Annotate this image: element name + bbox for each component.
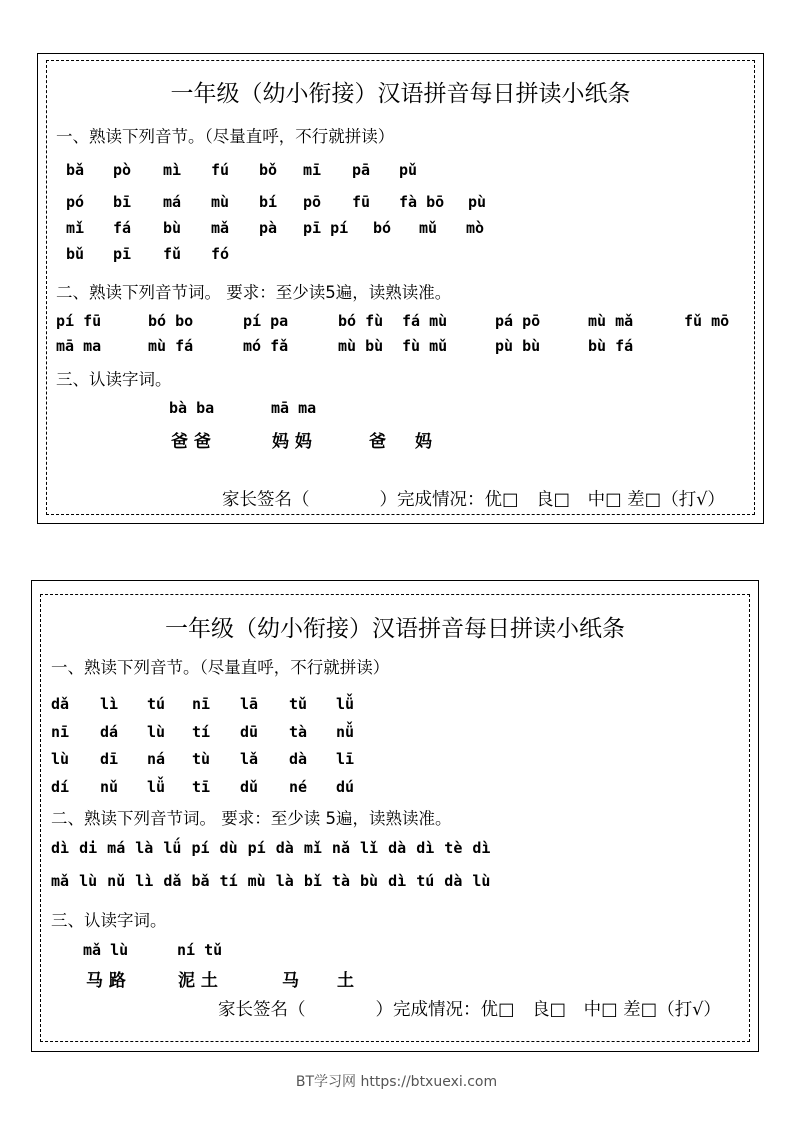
syllable: nī [192, 695, 211, 713]
syllable: fǔ [163, 245, 182, 263]
syllable: dǔ [240, 778, 259, 796]
word-hanzi: 爸 爸 [171, 432, 211, 452]
syllable-row [51, 695, 354, 713]
syllable: má [163, 193, 182, 211]
syllable: mù [211, 193, 230, 211]
syllable: bù [163, 219, 182, 237]
syllable: mò [466, 219, 485, 237]
word: pù bù [495, 337, 541, 355]
syllable: dī [100, 750, 119, 768]
word: mā ma [56, 337, 102, 355]
syllable: tí [192, 723, 211, 741]
syllable: tà [289, 723, 308, 741]
syllable: lǎ [240, 750, 259, 768]
reading-card-2 [31, 580, 759, 1052]
word-pinyin: bà ba [169, 399, 215, 417]
syllable: pī [113, 245, 132, 263]
word: mù fá [148, 337, 194, 355]
word-hanzi: 妈 [415, 432, 432, 452]
syllable: mǐ [66, 219, 85, 237]
syllable: pà [259, 219, 278, 237]
parent-sign-line: 家长签名（ ）完成情况：优□ 良□ 中□ 差□（打√） [218, 1000, 721, 1020]
syllable: pǔ [399, 161, 418, 179]
syllable: lǚ [336, 695, 355, 713]
word-hanzi: 妈 妈 [272, 432, 312, 452]
syllable: né [289, 778, 308, 796]
card-title: 一年级（幼小衔接）汉语拼音每日拼读小纸条 [170, 81, 631, 107]
syllable: nǚ [336, 723, 355, 741]
word-hanzi: 马 [282, 971, 299, 991]
syllable: bí [259, 193, 278, 211]
syllable-row [51, 750, 354, 768]
syllable: fú [211, 161, 230, 179]
syllable: fá [113, 219, 132, 237]
syllable: fū [352, 193, 371, 211]
word-hanzi: 泥 土 [178, 971, 218, 991]
word: mó fǎ [243, 337, 289, 355]
syllable: lù [147, 723, 166, 741]
syllable: lǚ [147, 778, 166, 796]
word-hanzi: 土 [337, 971, 354, 991]
syllable: dū [240, 723, 259, 741]
section3-heading: 三、认读字词。 [56, 370, 172, 389]
syllable-row [51, 723, 354, 741]
syllable-row [66, 219, 484, 237]
syllable: ná [147, 750, 166, 768]
word-row: mǎ lù nǔ lì dǎ bǎ tí mù là bǐ tà bù dì tú dà lù [51, 872, 491, 890]
word-row: dì di má là lǘ pí dù pí dà mǐ nǎ lǐ dà dì tè dì [51, 839, 491, 857]
word: fǔ mō [684, 312, 730, 330]
syllable-row [66, 245, 229, 263]
syllable: pā [352, 161, 371, 179]
word-pinyin: mǎ lù [83, 941, 129, 959]
syllable: mī [303, 161, 322, 179]
syllable: dǎ [51, 695, 70, 713]
word: bó bo [148, 312, 194, 330]
syllable-row [66, 193, 486, 211]
word-pinyin: ní tǔ [177, 941, 223, 959]
dashed-frame-1 [46, 60, 755, 515]
word-row [56, 312, 729, 330]
dashed-frame-2 [40, 594, 750, 1042]
section2-heading: 二、熟读下列音节词。 要求：至少读 5遍，读熟读准。 [51, 809, 452, 828]
syllable: tù [192, 750, 211, 768]
site-footer: BT学习网 https://btxuexi.com [295, 1074, 498, 1090]
syllable: pó [66, 193, 85, 211]
syllable: tī [192, 778, 211, 796]
word: pí pa [243, 312, 289, 330]
syllable: bó [373, 219, 392, 237]
syllable: pò [113, 161, 132, 179]
word: fá mù [402, 312, 448, 330]
syllable-row [66, 161, 417, 179]
syllable-row [51, 778, 354, 796]
word: pá pō [495, 312, 541, 330]
syllable: mǔ [419, 219, 438, 237]
syllable: lù [51, 750, 70, 768]
word: pí fū [56, 312, 102, 330]
section1-heading: 一、熟读下列音节。（尽量直呼，不行就拼读） [51, 658, 390, 677]
syllable: fà bō [399, 193, 445, 211]
syllable: fó [211, 245, 230, 263]
word-row [56, 337, 633, 355]
word: fù mǔ [402, 337, 448, 355]
syllable: nǔ [100, 778, 119, 796]
syllable: bǎ [66, 161, 85, 179]
syllable: lì [100, 695, 119, 713]
word-hanzi: 马 路 [86, 971, 126, 991]
word: bù fá [588, 337, 634, 355]
syllable: mǎ [211, 219, 230, 237]
section2-heading: 二、熟读下列音节词。 要求：至少读5遍，读熟读准。 [56, 283, 452, 302]
word: mù bù [338, 337, 384, 355]
syllable: pō [303, 193, 322, 211]
reading-card-1 [37, 53, 764, 524]
syllable: pī pí [303, 219, 349, 237]
syllable: lā [240, 695, 259, 713]
syllable: pù [468, 193, 487, 211]
section1-heading: 一、熟读下列音节。（尽量直呼，不行就拼读） [56, 127, 395, 146]
word: mù mǎ [588, 312, 634, 330]
parent-sign-line: 家长签名（ ）完成情况：优□ 良□ 中□ 差□（打√） [222, 490, 725, 510]
syllable: dá [100, 723, 119, 741]
word: bó fù [338, 312, 384, 330]
syllable: nī [51, 723, 70, 741]
syllable: dà [289, 750, 308, 768]
syllable: dí [51, 778, 70, 796]
card-title: 一年级（幼小衔接）汉语拼音每日拼读小纸条 [165, 616, 625, 642]
word-pinyin: mā ma [271, 399, 317, 417]
syllable: bǒ [259, 161, 278, 179]
word-hanzi: 爸 [369, 432, 386, 452]
syllable: lī [336, 750, 355, 768]
syllable: tǔ [289, 695, 308, 713]
section3-heading: 三、认读字词。 [51, 911, 167, 930]
syllable: mì [163, 161, 182, 179]
syllable: tú [147, 695, 166, 713]
syllable: dú [336, 778, 355, 796]
syllable: bī [113, 193, 132, 211]
syllable: bǔ [66, 245, 85, 263]
